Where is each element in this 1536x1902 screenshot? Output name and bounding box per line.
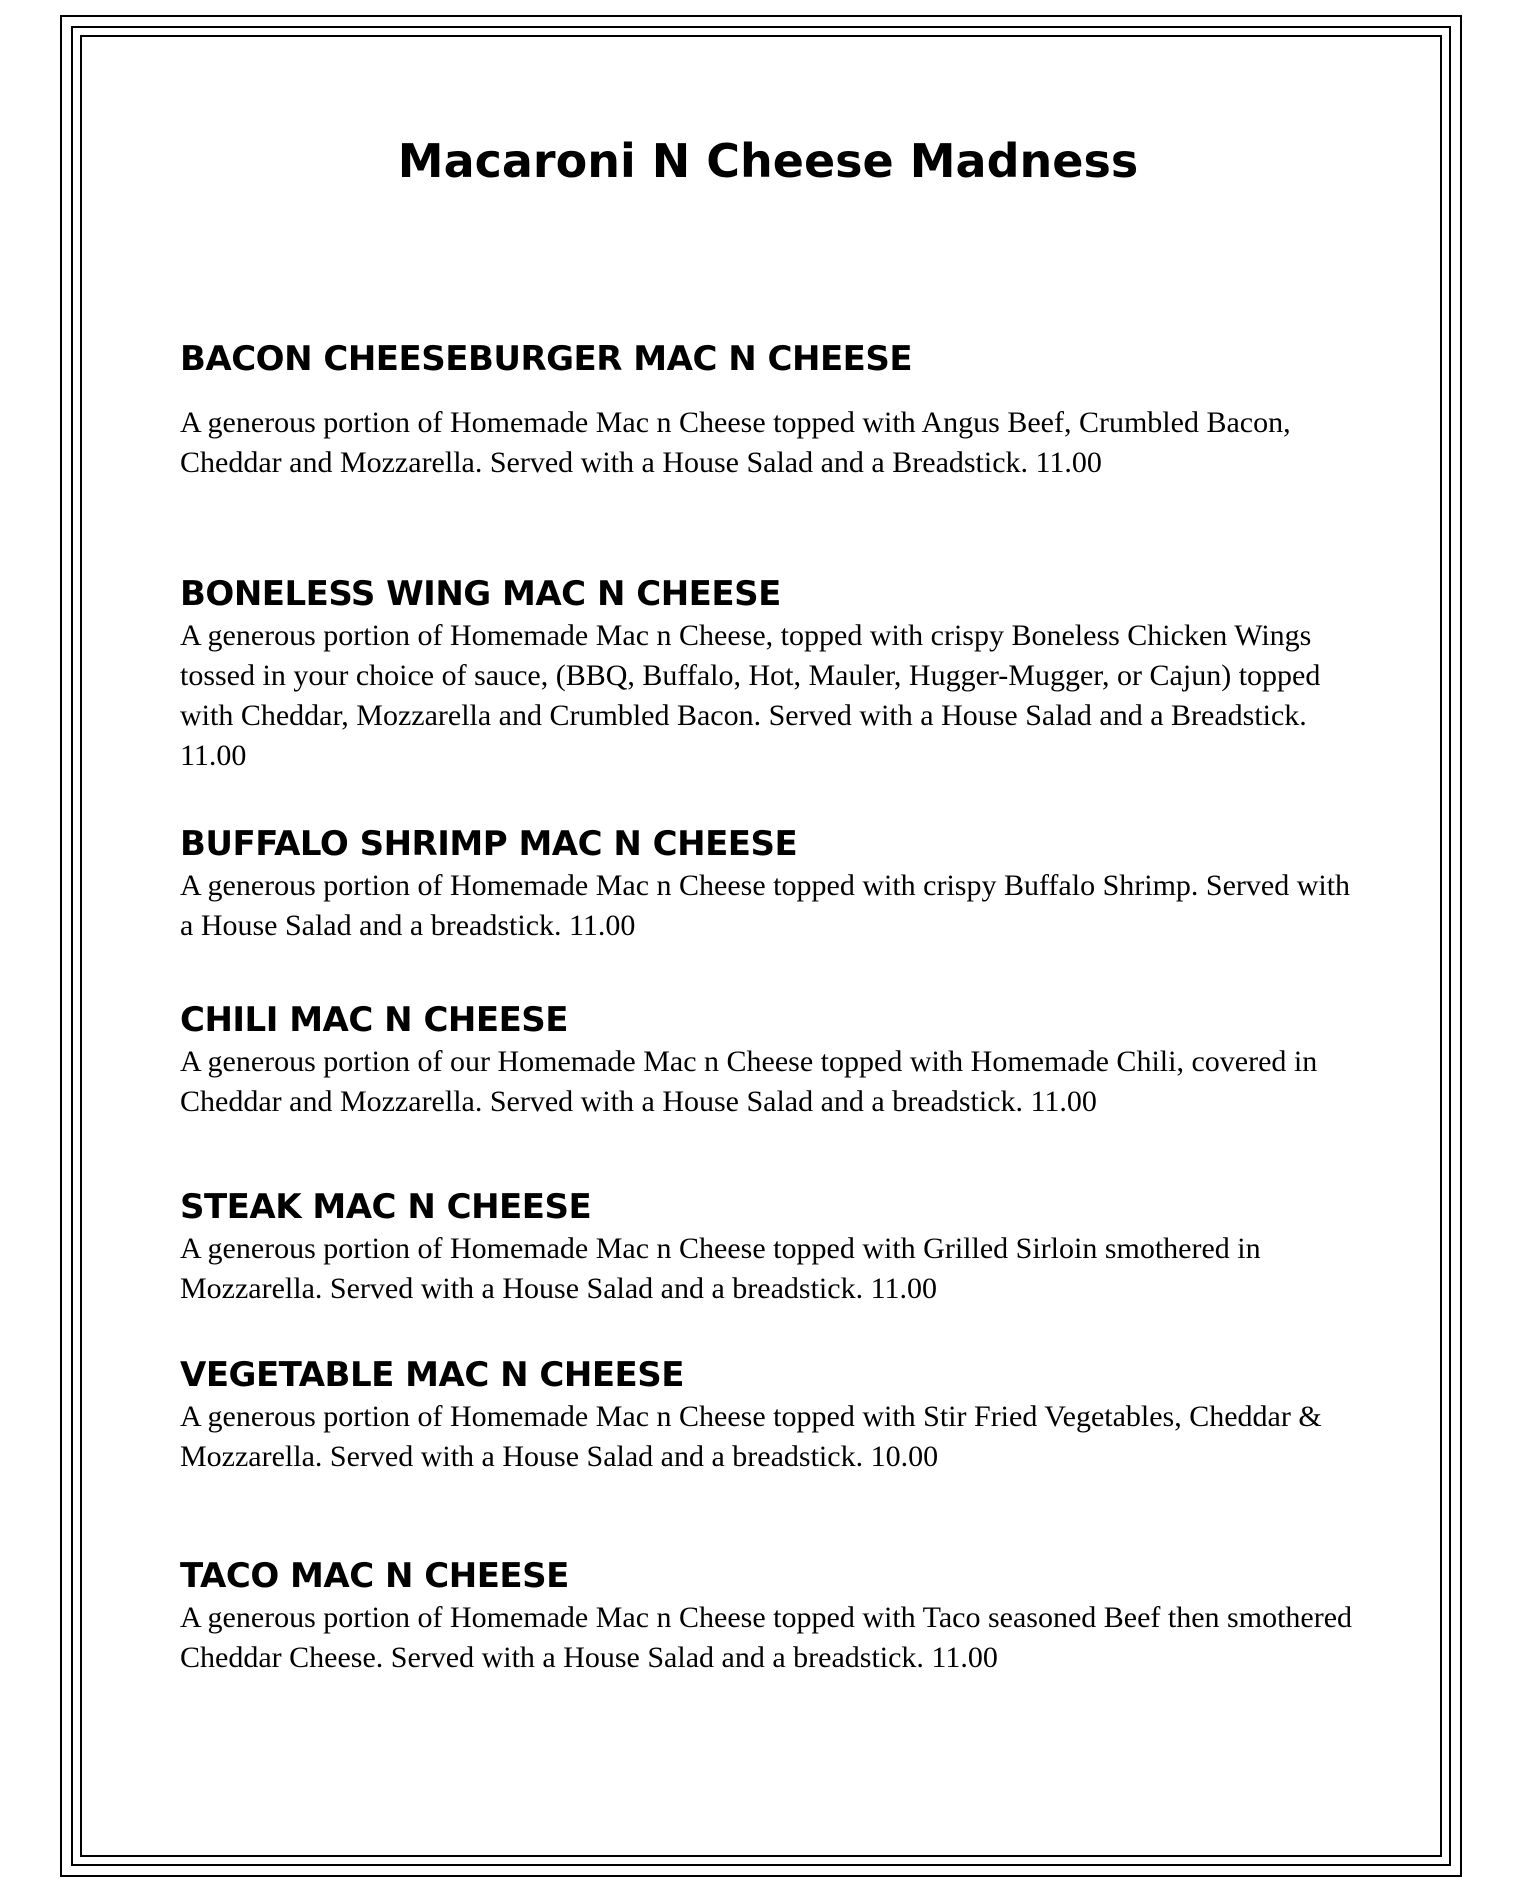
menu-item-bacon-cheeseburger: [180, 337, 1360, 483]
menu-item-description: A generous portion of our Homemade Mac n Cheese topped with Homemade Chili, covered in Cheddar and Mozzarella. Served with a House Salad and a breadstick. 11.00: [180, 1045, 1318, 1118]
menu-item-name: BUFFALO SHRIMP MAC N CHEESE: [180, 824, 798, 864]
menu-item-description: A generous portion of Homemade Mac n Cheese, topped with crispy Boneless Chicken Wings tossed in your choice of sauce, (BBQ, Buffalo, Hot, Mauler, Hugger-Mugger, or Cajun) topped with Cheddar, Mozzarella and Crumbled Bacon. Served with a House Salad and a Breadstick. 11.00: [180, 619, 1321, 772]
menu-item-name: TACO MAC N CHEESE: [180, 1556, 569, 1596]
menu-item-name: BACON CHEESEBURGER MAC N CHEESE: [180, 339, 913, 379]
menu-item-steak: [180, 1185, 1360, 1309]
menu-item-description: A generous portion of Homemade Mac n Cheese topped with Grilled Sirloin smothered in Mozzarella. Served with a House Salad and a breadstick. 11.00: [180, 1232, 1261, 1305]
menu-item-name: VEGETABLE MAC N CHEESE: [180, 1355, 684, 1395]
menu-item-name: BONELESS WING MAC N CHEESE: [180, 574, 781, 614]
menu-item-buffalo-shrimp: [180, 822, 1360, 946]
menu-title: Macaroni N Cheese Madness: [397, 134, 1139, 188]
menu-item-description: A generous portion of Homemade Mac n Cheese topped with Taco seasoned Beef then smothered Cheddar Cheese. Served with a House Salad and a breadstick. 11.00: [180, 1601, 1353, 1674]
menu-item-description: A generous portion of Homemade Mac n Cheese topped with Stir Fried Vegetables, Cheddar & Mozzarella. Served with a House Salad and a breadstick. 10.00: [180, 1400, 1322, 1473]
menu-item-name: CHILI MAC N CHEESE: [180, 1000, 569, 1040]
menu-item-description: A generous portion of Homemade Mac n Cheese topped with crispy Buffalo Shrimp. Served with a House Salad and a breadstick. 11.00: [180, 869, 1351, 942]
menu-item-description: A generous portion of Homemade Mac n Cheese topped with Angus Beef, Crumbled Bacon, Cheddar and Mozzarella. Served with a House Salad and a Breadstick. 11.00: [180, 406, 1291, 479]
menu-item-name: STEAK MAC N CHEESE: [180, 1187, 592, 1227]
menu-item-taco: [180, 1554, 1360, 1678]
menu-item-chili: [180, 998, 1360, 1122]
menu-item-boneless-wing: [180, 572, 1360, 776]
menu-item-vegetable: [180, 1353, 1360, 1477]
